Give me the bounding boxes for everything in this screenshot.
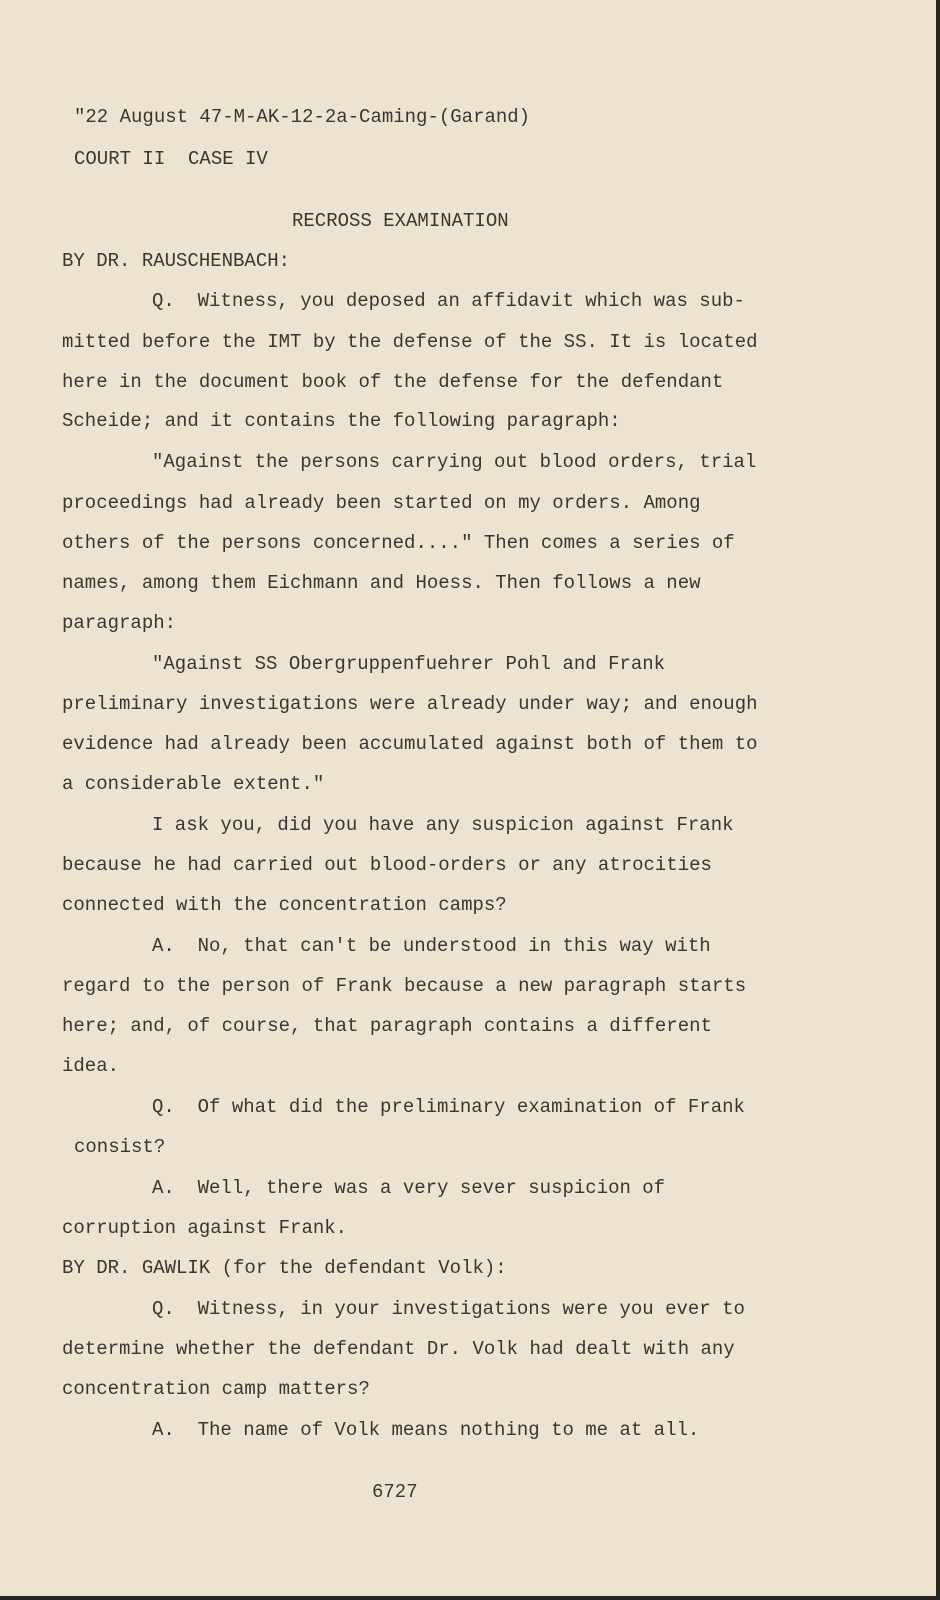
- answer-line: regard to the person of Frank because a new paragraph starts: [62, 975, 747, 997]
- examiner-heading: BY DR. GAWLIK (for the defendant Volk):: [62, 1257, 507, 1279]
- quote-line: a considerable extent.": [62, 773, 325, 795]
- quote-line: proceedings had already been started on my orders. Among: [62, 492, 701, 514]
- section-title: RECROSS EXAMINATION: [292, 210, 509, 232]
- question-line: Q. Witness, you deposed an affidavit which was sub-: [152, 290, 745, 312]
- quote-line: "Against SS Obergruppenfuehrer Pohl and Frank: [152, 653, 666, 675]
- question-line: mitted before the IMT by the defense of the SS. It is located: [62, 331, 758, 353]
- quote-line: evidence had already been accumulated against both of them to: [62, 733, 758, 755]
- examiner-heading: BY DR. RAUSCHENBACH:: [62, 250, 291, 272]
- quote-line: names, among them Eichmann and Hoess. Then follows a new: [62, 572, 701, 594]
- answer-line: A. The name of Volk means nothing to me at all.: [152, 1419, 700, 1441]
- page-number: 6727: [372, 1481, 418, 1503]
- question-line: Scheide; and it contains the following paragraph:: [62, 410, 621, 432]
- answer-line: corruption against Frank.: [62, 1217, 348, 1239]
- header-line-1: "22 August 47-M-AK-12-2a-Caming-(Garand): [74, 106, 531, 128]
- question-line: Q. Of what did the preliminary examination of Frank: [152, 1096, 745, 1118]
- question-line: I ask you, did you have any suspicion against Frank: [152, 814, 734, 836]
- header-line-2: COURT II CASE IV: [74, 148, 268, 170]
- question-line: connected with the concentration camps?: [62, 894, 507, 916]
- answer-line: idea.: [62, 1055, 120, 1077]
- question-line: Q. Witness, in your investigations were you ever to: [152, 1298, 745, 1320]
- quote-line: others of the persons concerned...." Then comes a series of: [62, 532, 735, 554]
- quote-line: paragraph:: [62, 612, 177, 634]
- question-line: concentration camp matters?: [62, 1378, 370, 1400]
- answer-line: A. Well, there was a very sever suspicion of: [152, 1177, 666, 1199]
- quote-line: preliminary investigations were already under way; and enough: [62, 693, 758, 715]
- question-line: consist?: [74, 1136, 166, 1158]
- answer-line: here; and, of course, that paragraph contains a different: [62, 1015, 712, 1037]
- question-line: determine whether the defendant Dr. Volk had dealt with any: [62, 1338, 735, 1360]
- quote-line: "Against the persons carrying out blood orders, trial: [152, 451, 757, 473]
- question-line: because he had carried out blood-orders or any atrocities: [62, 854, 712, 876]
- question-line: here in the document book of the defense for the defendant: [62, 371, 724, 393]
- answer-line: A. No, that can't be understood in this way with: [152, 935, 711, 957]
